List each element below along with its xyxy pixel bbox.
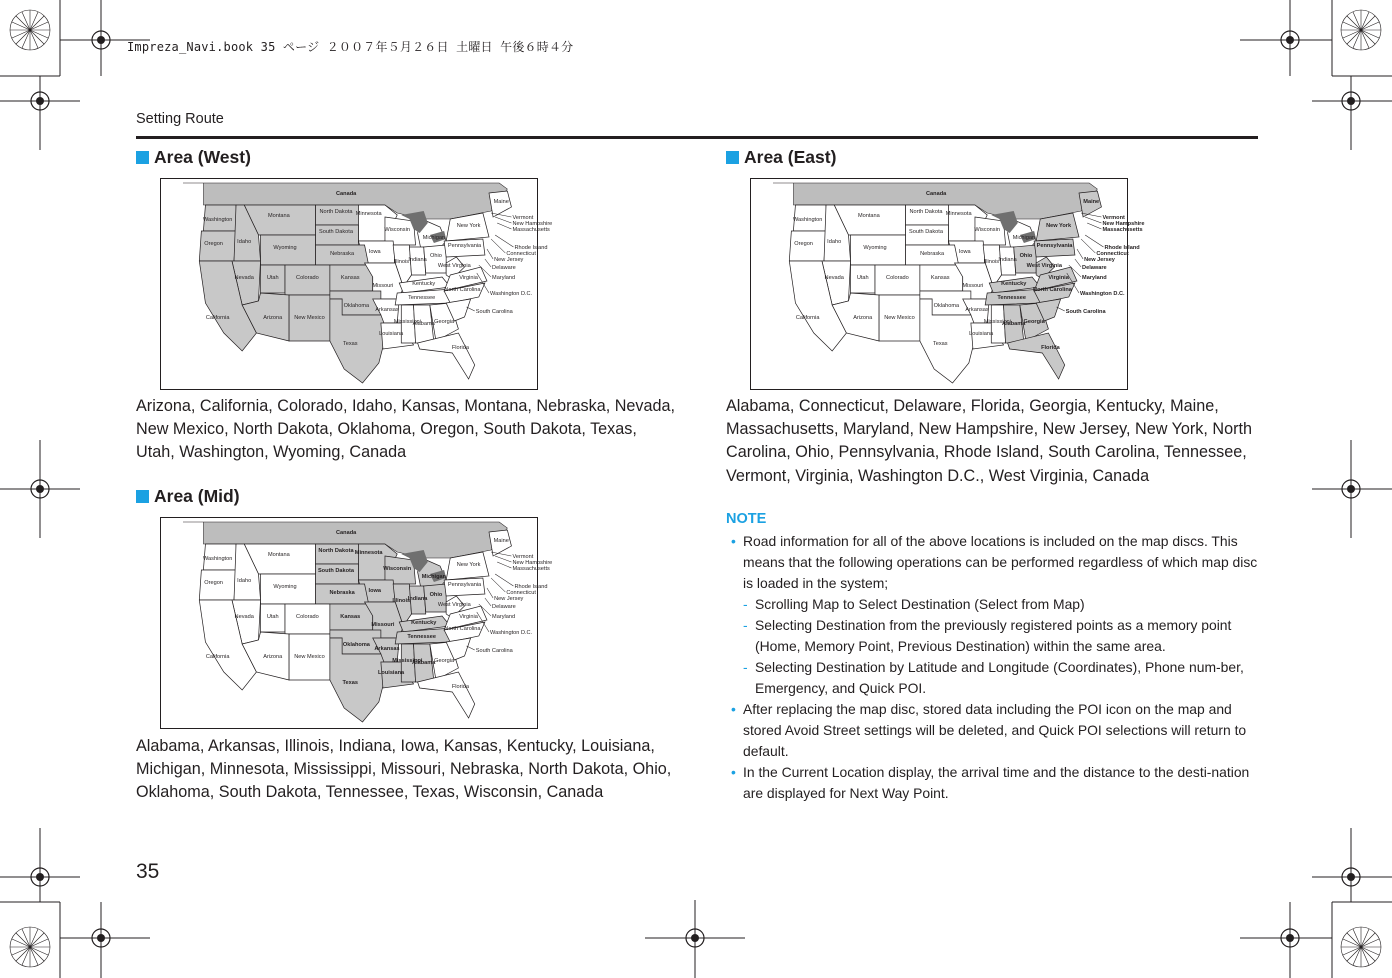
callout-label: New Jersey bbox=[494, 257, 524, 263]
section-title-west bbox=[136, 147, 251, 168]
state-label: Kentucky bbox=[411, 620, 437, 626]
callout-line bbox=[491, 239, 505, 253]
callout-label: Delaware bbox=[492, 265, 516, 271]
square-bullet-icon bbox=[726, 151, 739, 164]
state-label: Arizona bbox=[853, 315, 873, 321]
state-label: Tennessee bbox=[997, 295, 1026, 301]
note-item-text: Road information for all of the above locations is included on the map discs. This means that the following operations can be performed regardless of which map disc is loaded in the system; bbox=[743, 533, 1258, 591]
state-label: Nebraska bbox=[330, 251, 355, 257]
state-label: Nevada bbox=[234, 614, 254, 620]
state-label: Colorado bbox=[296, 614, 319, 620]
state-label: Colorado bbox=[886, 275, 909, 281]
state-label: Washington bbox=[792, 217, 823, 223]
state-label: Kansas bbox=[340, 614, 361, 620]
state-label: North Carolina bbox=[444, 287, 481, 293]
state-label: Oregon bbox=[204, 241, 223, 247]
note-list bbox=[726, 531, 1260, 804]
state-label: North Dakota bbox=[909, 209, 943, 215]
state-label: Florida bbox=[1041, 345, 1060, 351]
state-label: North Carolina bbox=[444, 626, 481, 632]
state-label: Wyoming bbox=[863, 245, 887, 251]
state-label: Kentucky bbox=[1001, 281, 1027, 287]
state-label: Montana bbox=[857, 213, 880, 219]
callout-label: Maryland bbox=[1082, 275, 1107, 281]
state-label: Ohio bbox=[430, 253, 442, 259]
state-label: Indiana bbox=[408, 257, 427, 263]
area-mid-description: Alabama, Arkansas, Illinois, Indiana, Iowa, Kansas, Kentucky, Louisiana, Michigan, Minnesota, Mississippi, Missouri, Nebraska, North Dakota, Ohio, Oklahoma, South Dakota, Tennessee, Texas, Wisconsin, Canada bbox=[136, 737, 672, 802]
header-rule bbox=[136, 136, 1258, 139]
callout-label: South Carolina bbox=[475, 309, 513, 315]
callout-label: Vermont bbox=[1102, 215, 1125, 221]
callout-label: New Jersey bbox=[1084, 257, 1115, 263]
callout-line bbox=[487, 249, 493, 259]
state-label: Missouri bbox=[371, 622, 395, 628]
callout-label: Rhode Island bbox=[514, 245, 548, 251]
state-label: Texas bbox=[342, 680, 359, 686]
state-label: Idaho bbox=[827, 239, 842, 245]
state-label: Arizona bbox=[263, 315, 283, 321]
state-label: Minnesota bbox=[355, 211, 382, 217]
callout-label: Connecticut bbox=[506, 251, 536, 257]
map-area-east bbox=[750, 178, 1145, 390]
state-label: South Dakota bbox=[319, 229, 353, 235]
callout-label: Connecticut bbox=[506, 590, 536, 596]
note-item-text: In the Current Location display, the arrival time and the distance to the desti-nation are displayed for Next Way Point. bbox=[743, 764, 1250, 801]
state-label: New York bbox=[456, 562, 481, 568]
state-label: Virginia bbox=[1048, 275, 1069, 281]
state-label: Iowa bbox=[368, 588, 381, 594]
state-label: Ohio bbox=[429, 592, 443, 598]
callout-label: New Hampshire bbox=[512, 221, 553, 227]
callout-line bbox=[1057, 307, 1065, 311]
state-label: New Mexico bbox=[294, 315, 325, 321]
callout-line bbox=[497, 223, 511, 229]
state-label: Kentucky bbox=[412, 281, 436, 287]
state-label: Arkansas bbox=[965, 307, 989, 313]
callout-label: Massachusetts bbox=[512, 227, 550, 233]
state-label: Colorado bbox=[296, 275, 319, 281]
state-label: West Virginia bbox=[437, 602, 471, 608]
state-label: Wyoming bbox=[273, 245, 297, 251]
state-label: Louisiana bbox=[969, 331, 994, 337]
state-label: Nevada bbox=[824, 275, 844, 281]
dash-icon: - bbox=[743, 596, 748, 612]
state-label: Virginia bbox=[459, 614, 478, 620]
state-label: Georgia bbox=[434, 658, 455, 664]
callout-label: New Jersey bbox=[494, 596, 524, 602]
state-label: Illinois bbox=[983, 259, 1000, 265]
state-label: Alabama bbox=[412, 321, 435, 327]
state-label: Montana bbox=[267, 552, 290, 558]
state-label: Idaho bbox=[237, 578, 252, 584]
state-south-dakota bbox=[906, 225, 949, 245]
callout-label: South Carolina bbox=[1065, 309, 1106, 315]
state-label: Washington bbox=[202, 217, 233, 223]
callout-label: Maryland bbox=[492, 275, 516, 281]
state-label: South Dakota bbox=[909, 229, 943, 235]
state-label: California bbox=[205, 315, 230, 321]
bullet-icon: • bbox=[731, 764, 736, 780]
state-label: Minnesota bbox=[945, 211, 972, 217]
state-south-dakota bbox=[316, 225, 359, 245]
map-area-mid bbox=[160, 517, 553, 729]
state-label: North Dakota bbox=[318, 548, 354, 554]
state-label: Georgia bbox=[1023, 319, 1045, 325]
state-label: Alabama bbox=[1002, 321, 1026, 327]
callout-label: Washington D.C. bbox=[490, 291, 533, 297]
callout-line bbox=[1077, 249, 1083, 259]
callout-line bbox=[485, 598, 491, 606]
section-title-east bbox=[726, 147, 836, 168]
state-label: Maine bbox=[1083, 199, 1100, 205]
state-label: Pennsylvania bbox=[1036, 243, 1073, 249]
state-label: West Virginia bbox=[1026, 263, 1062, 269]
state-label: Georgia bbox=[434, 319, 455, 325]
canada-label: Canada bbox=[926, 191, 947, 197]
state-north-dakota bbox=[316, 544, 359, 564]
callout-line bbox=[495, 235, 513, 247]
callout-line bbox=[485, 259, 491, 267]
state-label: Utah bbox=[266, 614, 279, 620]
bullet-icon: • bbox=[731, 533, 736, 549]
note-subitem-text: Selecting Destination by Latitude and Longitude (Coordinates), Phone num-ber, Emergency, and Quick POI. bbox=[755, 659, 1244, 696]
state-label: Wisconsin bbox=[384, 227, 410, 233]
note-subitem-text: Scrolling Map to Select Destination (Select from Map) bbox=[755, 596, 1085, 612]
state-north-dakota bbox=[906, 205, 949, 225]
state-label: Oklahoma bbox=[343, 303, 370, 309]
callout-label: Connecticut bbox=[1096, 251, 1129, 257]
state-label: Texas bbox=[932, 341, 948, 347]
state-label: Oregon bbox=[204, 580, 223, 586]
state-label: Ohio bbox=[1019, 253, 1033, 259]
state-south-dakota bbox=[316, 564, 359, 584]
section-title-mid-text: Area (Mid) bbox=[154, 486, 240, 506]
state-label: Indiana bbox=[407, 596, 428, 602]
callout-line bbox=[1075, 259, 1081, 267]
state-label: Nevada bbox=[234, 275, 254, 281]
callout-label: Washington D.C. bbox=[490, 630, 533, 636]
state-label: North Dakota bbox=[319, 209, 353, 215]
state-label: Missouri bbox=[372, 283, 394, 289]
state-label: Louisiana bbox=[378, 670, 405, 676]
callout-label: Rhode Island bbox=[1104, 245, 1140, 251]
callout-line bbox=[467, 307, 475, 311]
state-label: Washington bbox=[202, 556, 233, 562]
callout-label: Massachusetts bbox=[512, 566, 550, 572]
state-label: New York bbox=[1046, 223, 1072, 229]
callout-line bbox=[1085, 235, 1103, 247]
note-item bbox=[726, 762, 1260, 804]
state-label: Maine bbox=[493, 538, 509, 544]
state-label: Oregon bbox=[794, 241, 813, 247]
state-label: Oklahoma bbox=[933, 303, 960, 309]
state-label: Maine bbox=[493, 199, 509, 205]
callout-line bbox=[495, 217, 511, 223]
state-label: Pennsylvania bbox=[447, 243, 482, 249]
state-label: North Carolina bbox=[1033, 287, 1072, 293]
state-label: Tennessee bbox=[407, 634, 436, 640]
dash-icon: - bbox=[743, 617, 748, 633]
callout-label: Washington D.C. bbox=[1080, 291, 1125, 297]
square-bullet-icon bbox=[136, 490, 149, 503]
state-north-dakota bbox=[316, 205, 359, 225]
callout-line bbox=[497, 562, 511, 568]
state-label: Illinois bbox=[393, 259, 410, 265]
running-head: Setting Route bbox=[136, 111, 224, 127]
state-label: Utah bbox=[856, 275, 869, 281]
note-item bbox=[726, 531, 1260, 594]
page-number: 35 bbox=[136, 860, 160, 883]
section-title-west-text: Area (West) bbox=[154, 147, 251, 167]
area-west-description: Arizona, California, Colorado, Idaho, Kansas, Montana, Nebraska, Nevada, New Mexico, North Dakota, Oklahoma, Oregon, South Dakota, Texas, Utah, Washington, Wyoming, Canada bbox=[136, 397, 675, 462]
callout-label: Massachusetts bbox=[1102, 227, 1143, 233]
callout-label: South Carolina bbox=[475, 648, 513, 654]
state-label: Montana bbox=[267, 213, 290, 219]
map-area-west bbox=[160, 178, 553, 390]
state-label: Michigan bbox=[1012, 235, 1036, 241]
state-label: New Mexico bbox=[884, 315, 915, 321]
note-subitem bbox=[726, 615, 1260, 657]
callout-label: Delaware bbox=[1082, 265, 1107, 271]
state-label: Indiana bbox=[998, 257, 1017, 263]
canada-label: Canada bbox=[336, 530, 357, 536]
state-label: Virginia bbox=[459, 275, 478, 281]
state-label: Florida bbox=[451, 345, 470, 351]
state-label: Missouri bbox=[962, 283, 984, 289]
us-map-west bbox=[161, 179, 553, 389]
dash-icon: - bbox=[743, 659, 748, 675]
callout-line bbox=[1087, 223, 1101, 229]
state-label: New York bbox=[456, 223, 481, 229]
square-bullet-icon bbox=[136, 151, 149, 164]
state-label: Nebraska bbox=[329, 590, 355, 596]
state-label: Arkansas bbox=[375, 307, 399, 313]
state-label: Iowa bbox=[368, 249, 381, 255]
callout-label: Vermont bbox=[512, 215, 534, 221]
note-subitem bbox=[726, 657, 1260, 699]
state-label: Utah bbox=[266, 275, 279, 281]
callout-label: Maryland bbox=[492, 614, 516, 620]
state-label: California bbox=[205, 654, 230, 660]
note-item-text: After replacing the map disc, stored data including the POI icon on the map and stored Avoid Street settings will be deleted, and Quick POI selections will return to default. bbox=[743, 701, 1247, 759]
state-label: Michigan bbox=[421, 574, 447, 580]
section-title-east-text: Area (East) bbox=[744, 147, 837, 167]
state-label: Florida bbox=[451, 684, 470, 690]
state-label: Arizona bbox=[263, 654, 283, 660]
callout-line bbox=[487, 588, 493, 598]
note-item bbox=[726, 699, 1260, 762]
state-label: Louisiana bbox=[379, 331, 404, 337]
state-label: Pennsylvania bbox=[447, 582, 482, 588]
callout-label: Rhode Island bbox=[514, 584, 548, 590]
note-subitem-text: Selecting Destination from the previously registered points as a memory point (Home, Memory Point, Previous Destination) within the same area. bbox=[755, 617, 1232, 654]
section-title-mid bbox=[136, 486, 240, 507]
state-label: California bbox=[795, 315, 820, 321]
state-label: Illinois bbox=[392, 598, 411, 604]
state-label: Wisconsin bbox=[383, 566, 412, 572]
state-label: Michigan bbox=[422, 235, 446, 241]
callout-line bbox=[495, 556, 511, 562]
callout-line bbox=[1081, 239, 1095, 253]
us-map-mid bbox=[161, 518, 553, 728]
callout-label: New Hampshire bbox=[1102, 221, 1145, 227]
callout-label: Delaware bbox=[492, 604, 516, 610]
state-label: Kansas bbox=[340, 275, 360, 281]
state-label: Wyoming bbox=[273, 584, 297, 590]
callout-label: Vermont bbox=[512, 554, 534, 560]
canada-label: Canada bbox=[336, 191, 357, 197]
callout-line bbox=[491, 578, 505, 592]
state-label: Iowa bbox=[958, 249, 971, 255]
state-label: Texas bbox=[342, 341, 358, 347]
note-subitem bbox=[726, 594, 1260, 615]
callout-label: New Hampshire bbox=[512, 560, 553, 566]
state-label: Tennessee bbox=[408, 295, 436, 301]
state-label: Alabama bbox=[412, 660, 436, 666]
state-label: Kansas bbox=[930, 275, 950, 281]
us-map-east bbox=[751, 179, 1145, 389]
print-header: Impreza_Navi.book 35 ページ ２００７年５月２６日 土曜日 午後６時４分 bbox=[127, 40, 574, 54]
state-label: Nebraska bbox=[920, 251, 945, 257]
state-label: Wisconsin bbox=[974, 227, 1000, 233]
state-label: New Mexico bbox=[294, 654, 325, 660]
state-label: Mississippi bbox=[983, 319, 1011, 325]
note-title: NOTE bbox=[726, 511, 767, 527]
state-label: Arkansas bbox=[374, 646, 400, 652]
state-label: South Dakota bbox=[317, 568, 355, 574]
callout-line bbox=[1085, 217, 1101, 223]
state-label: Oklahoma bbox=[342, 642, 370, 648]
callout-line bbox=[467, 646, 475, 650]
callout-line bbox=[495, 574, 513, 586]
state-label: Idaho bbox=[237, 239, 252, 245]
bullet-icon: • bbox=[731, 701, 736, 717]
state-label: Mississippi bbox=[393, 319, 421, 325]
state-label: West Virginia bbox=[437, 263, 471, 269]
state-label: Minnesota bbox=[354, 550, 383, 556]
area-east-description: Alabama, Connecticut, Delaware, Florida, Georgia, Kentucky, Maine, Massachusetts, Maryland, New Hampshire, New Jersey, New York, North Carolina, Ohio, Pennsylvania, Rhode Island, South Carolina, Tennessee, Vermont, Virginia, Washington D.C., West Virginia, Canada bbox=[726, 397, 1252, 485]
state-label: Mississippi bbox=[392, 658, 423, 664]
